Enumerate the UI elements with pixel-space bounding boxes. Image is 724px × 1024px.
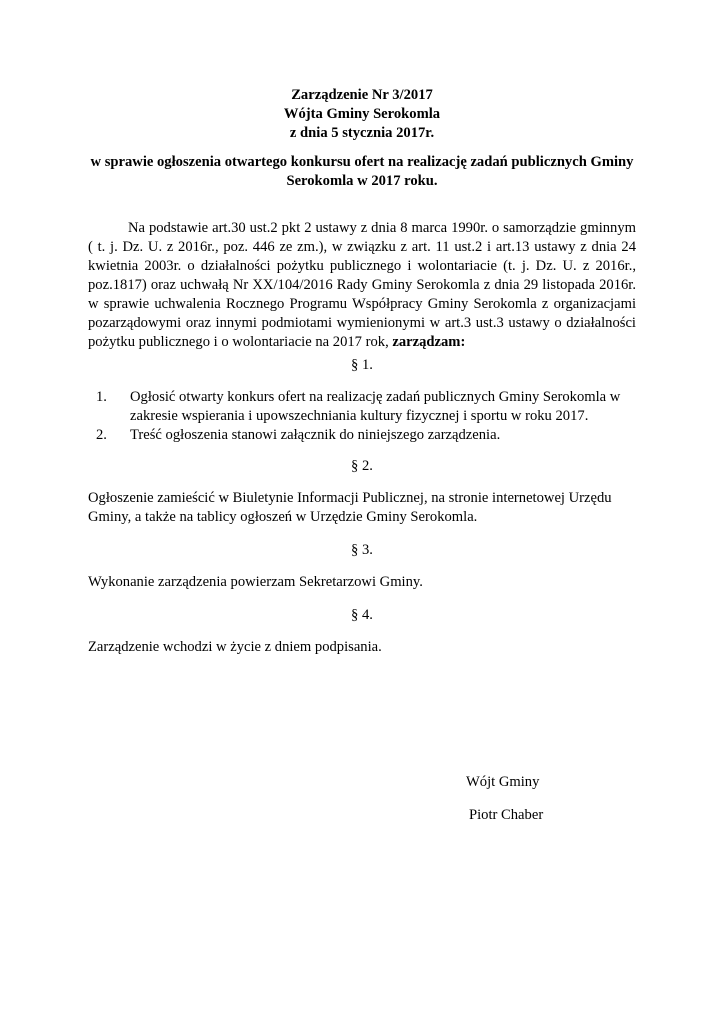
section-1-mark: § 1.	[351, 357, 373, 373]
preamble-text: Na podstawie art.30 ust.2 pkt 2 ustawy z dnia 8 marca 1990r. o samorządzie gminnym ( t. j. Dz. U. z 2016r., poz. 446 ze zm.), w związku z art. 11 ust.2 i art.13 ustawy z dnia 24 kwietnia 2003r. o działalności pożytku publicznego i wolontariacie (t. j. Dz. U. z 2016r., poz.1817) oraz uchwałą Nr XX/104/2016 Rady Gminy Serokomla z dnia 29 listopada 2016r. w sprawie uchwalenia Rocznego Programu Współpracy Gminy Serokomla z organizacjami pozarządowymi oraz innymi podmiotami wymienionymi w art.3 ust.3 ustawy o działalności pożytku publicznego i o wolontariacie na 2017 rok,	[88, 220, 636, 350]
ordinance-number: Zarządzenie Nr 3/2017	[291, 87, 433, 103]
document-subject: w sprawie ogłoszenia otwartego konkursu ofert na realizację zadań publicznych Gminy Serokomla w 2017 roku.	[90, 154, 634, 189]
signature-title: Wójt Gminy	[466, 774, 540, 790]
ordinance-date: z dnia 5 stycznia 2017r.	[289, 125, 435, 141]
section-1-list	[88, 388, 636, 445]
section-2-mark: § 2.	[351, 458, 373, 474]
preamble-closing: zarządzam:	[392, 334, 466, 350]
list-item-text: Ogłosić otwarty konkurs ofert na realizację zadań publicznych Gminy Serokomla w zakresie wspierania i upowszechniania kultury fizycznej i sportu w roku 2017.	[130, 389, 621, 424]
section-3-text: Wykonanie zarządzenia powierzam Sekretarzowi Gminy.	[88, 574, 423, 590]
signature-name: Piotr Chaber	[469, 807, 544, 823]
section-3-mark: § 3.	[351, 542, 373, 558]
document-header	[0, 86, 724, 143]
preamble	[88, 219, 636, 352]
section-2-text: Ogłoszenie zamieścić w Biuletynie Informacji Publicznej, na stronie internetowej Urzędu Gminy, a także na tablicy ogłoszeń w Urzędzie Gminy Serokomla.	[88, 490, 612, 525]
list-item-number: 1.	[96, 389, 107, 405]
list-item	[88, 388, 636, 426]
list-item	[88, 426, 636, 445]
list-item-text: Treść ogłoszenia stanowi załącznik do niniejszego zarządzenia.	[130, 427, 501, 443]
section-4-text: Zarządzenie wchodzi w życie z dniem podpisania.	[88, 639, 382, 655]
section-4-mark: § 4.	[351, 607, 373, 623]
list-item-number: 2.	[96, 427, 107, 443]
issuer: Wójta Gminy Serokomla	[283, 106, 441, 122]
